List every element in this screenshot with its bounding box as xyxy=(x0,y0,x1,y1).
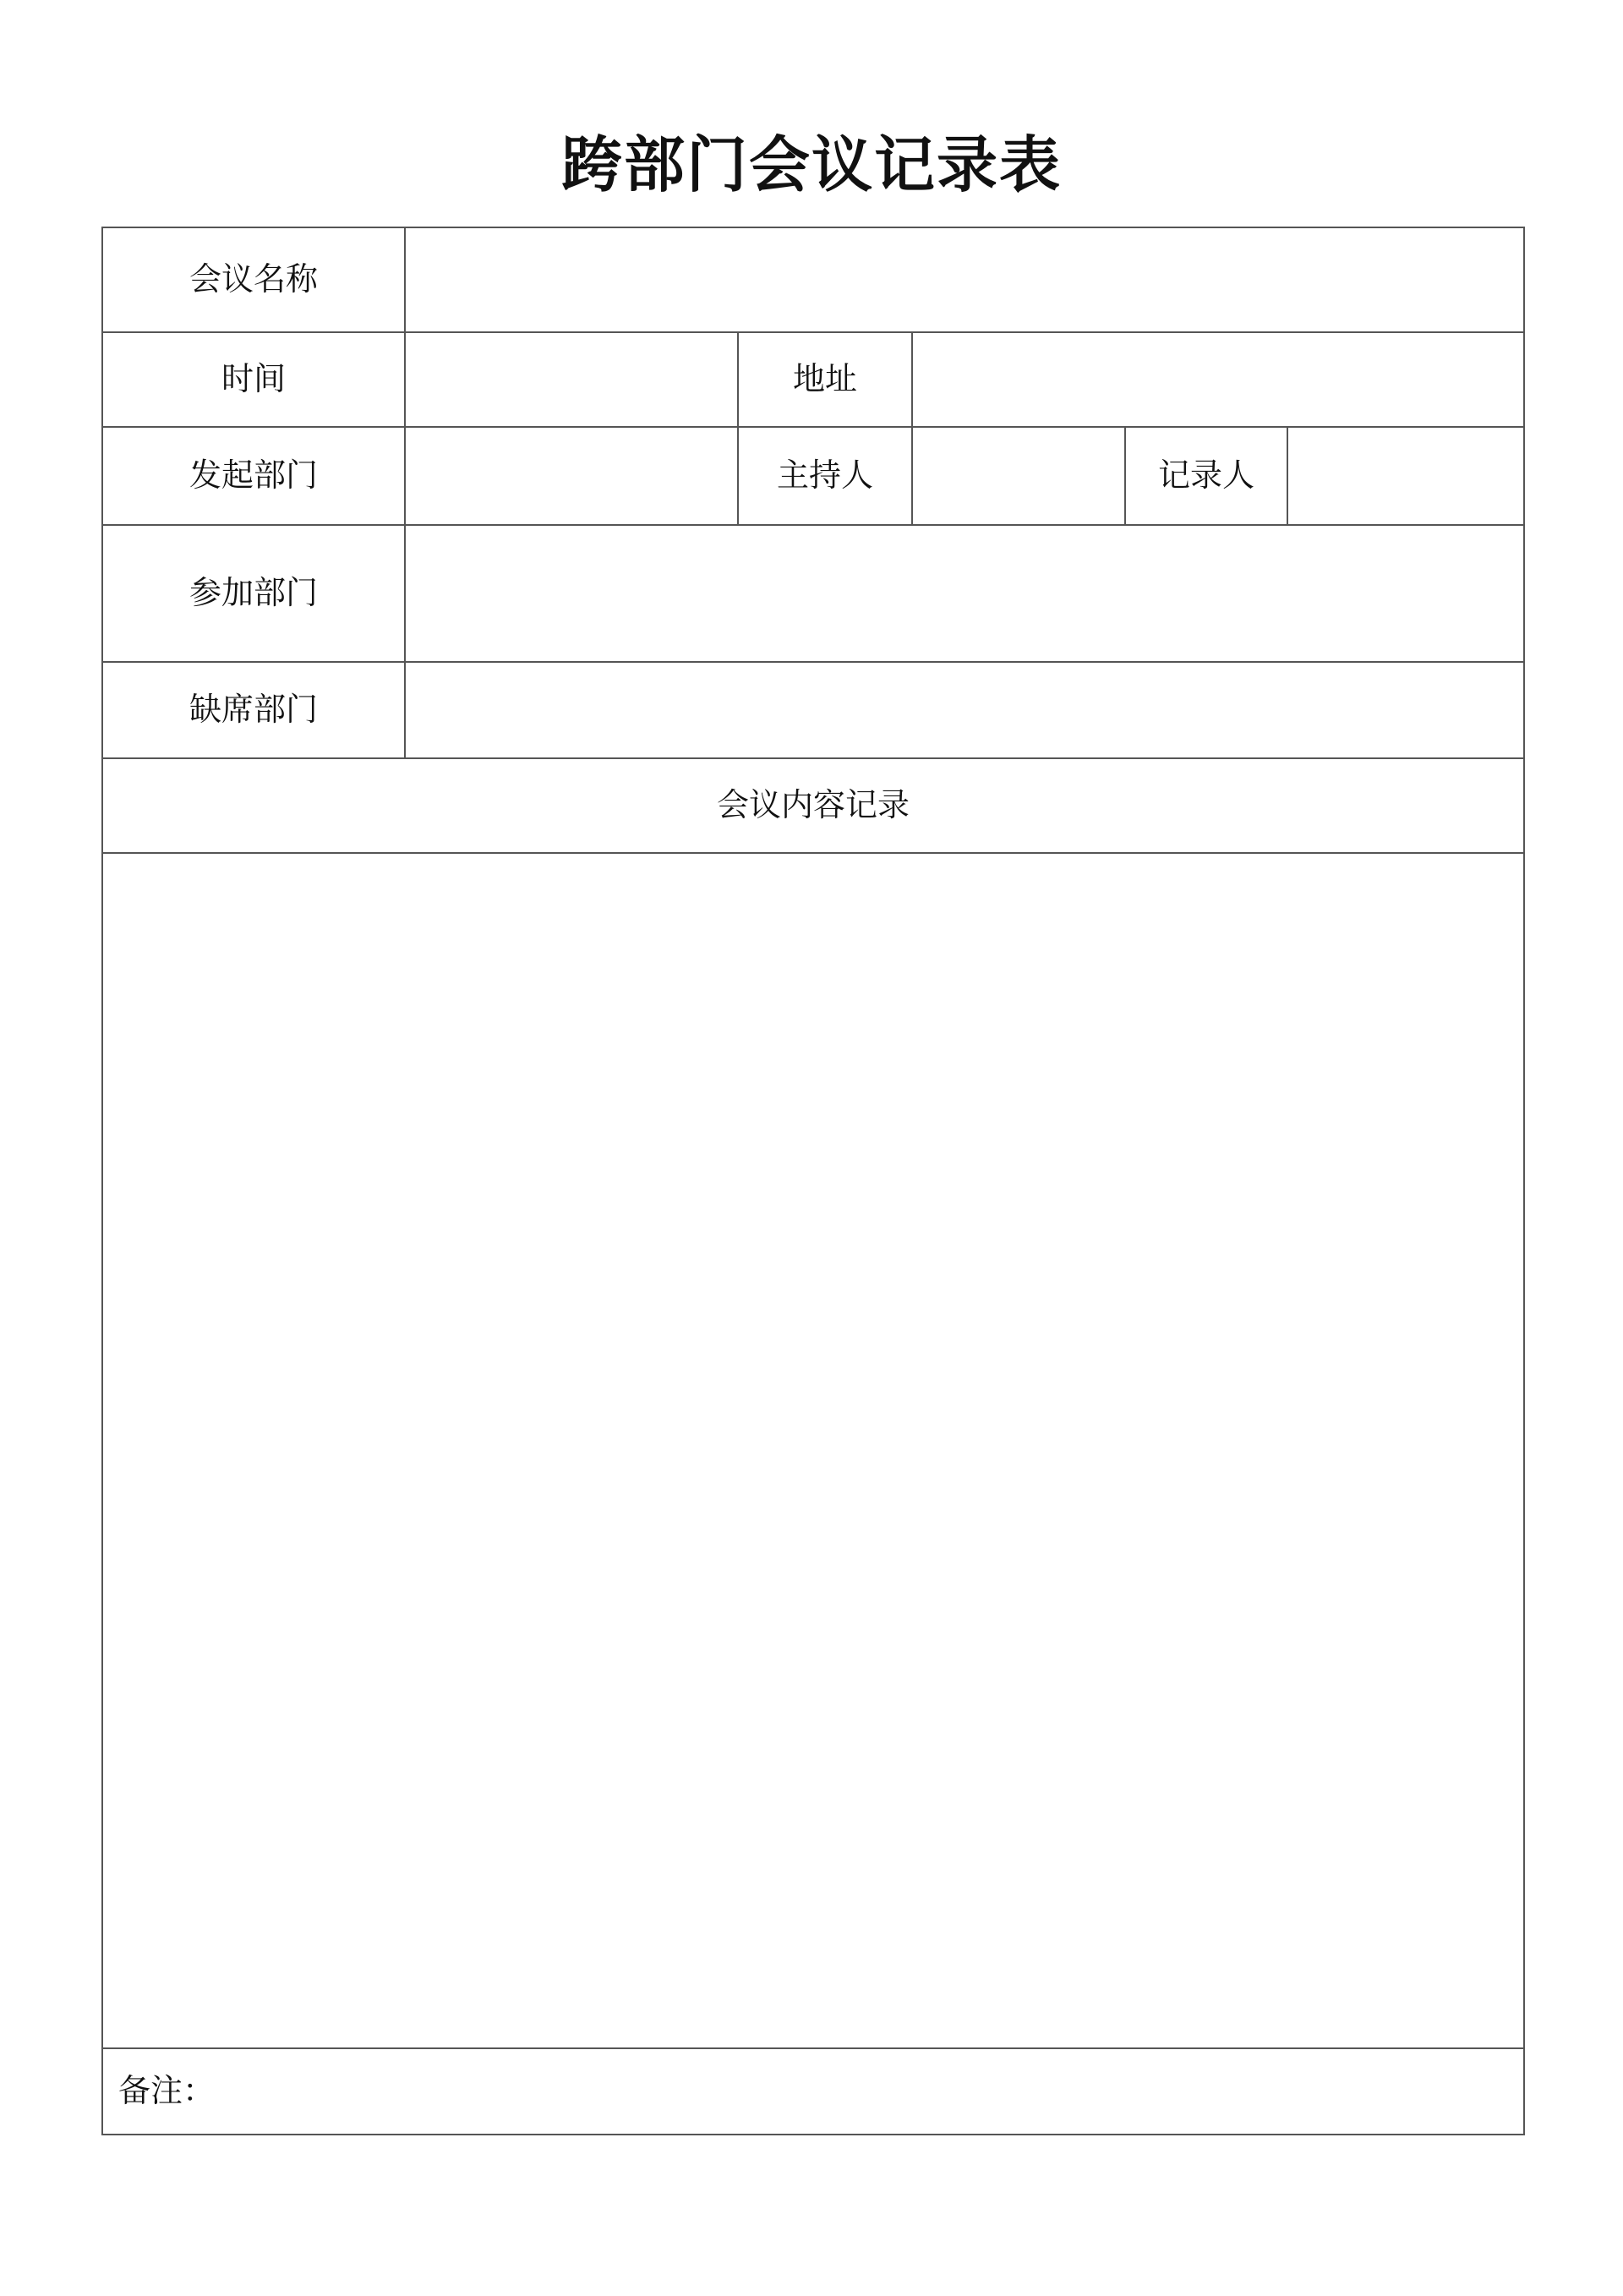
content-section-header: 会议内容记录 xyxy=(102,758,1524,853)
row-content-header xyxy=(102,758,1524,853)
time-field[interactable] xyxy=(405,332,738,427)
row-dept-host-recorder xyxy=(102,427,1524,525)
meeting-name-field[interactable] xyxy=(405,227,1524,332)
address-label: 地址 xyxy=(738,332,912,427)
participating-depts-field[interactable] xyxy=(405,525,1524,662)
row-content-body xyxy=(102,853,1524,2048)
absent-depts-field[interactable] xyxy=(405,662,1524,758)
row-participating-depts xyxy=(102,525,1524,662)
address-field[interactable] xyxy=(912,332,1524,427)
recorder-label: 记录人 xyxy=(1125,427,1287,525)
row-time-address xyxy=(102,332,1524,427)
host-label: 主持人 xyxy=(738,427,912,525)
participating-depts-label: 参加部门 xyxy=(102,525,405,662)
recorder-field[interactable] xyxy=(1287,427,1524,525)
initiating-dept-label: 发起部门 xyxy=(102,427,405,525)
host-field[interactable] xyxy=(912,427,1125,525)
row-notes xyxy=(102,2048,1524,2135)
initiating-dept-field[interactable] xyxy=(405,427,738,525)
page-title: 跨部门会议记录表 xyxy=(560,129,1062,200)
time-label: 时间 xyxy=(102,332,405,427)
meeting-content-field[interactable] xyxy=(102,853,1524,2048)
row-absent-depts xyxy=(102,662,1524,758)
notes-field[interactable] xyxy=(102,2048,1524,2135)
meeting-name-label: 会议名称 xyxy=(102,227,405,332)
absent-depts-label: 缺席部门 xyxy=(102,662,405,758)
row-meeting-name xyxy=(102,227,1524,332)
notes-label: 备注： xyxy=(118,2072,216,2110)
meeting-record-form xyxy=(101,227,1525,2135)
